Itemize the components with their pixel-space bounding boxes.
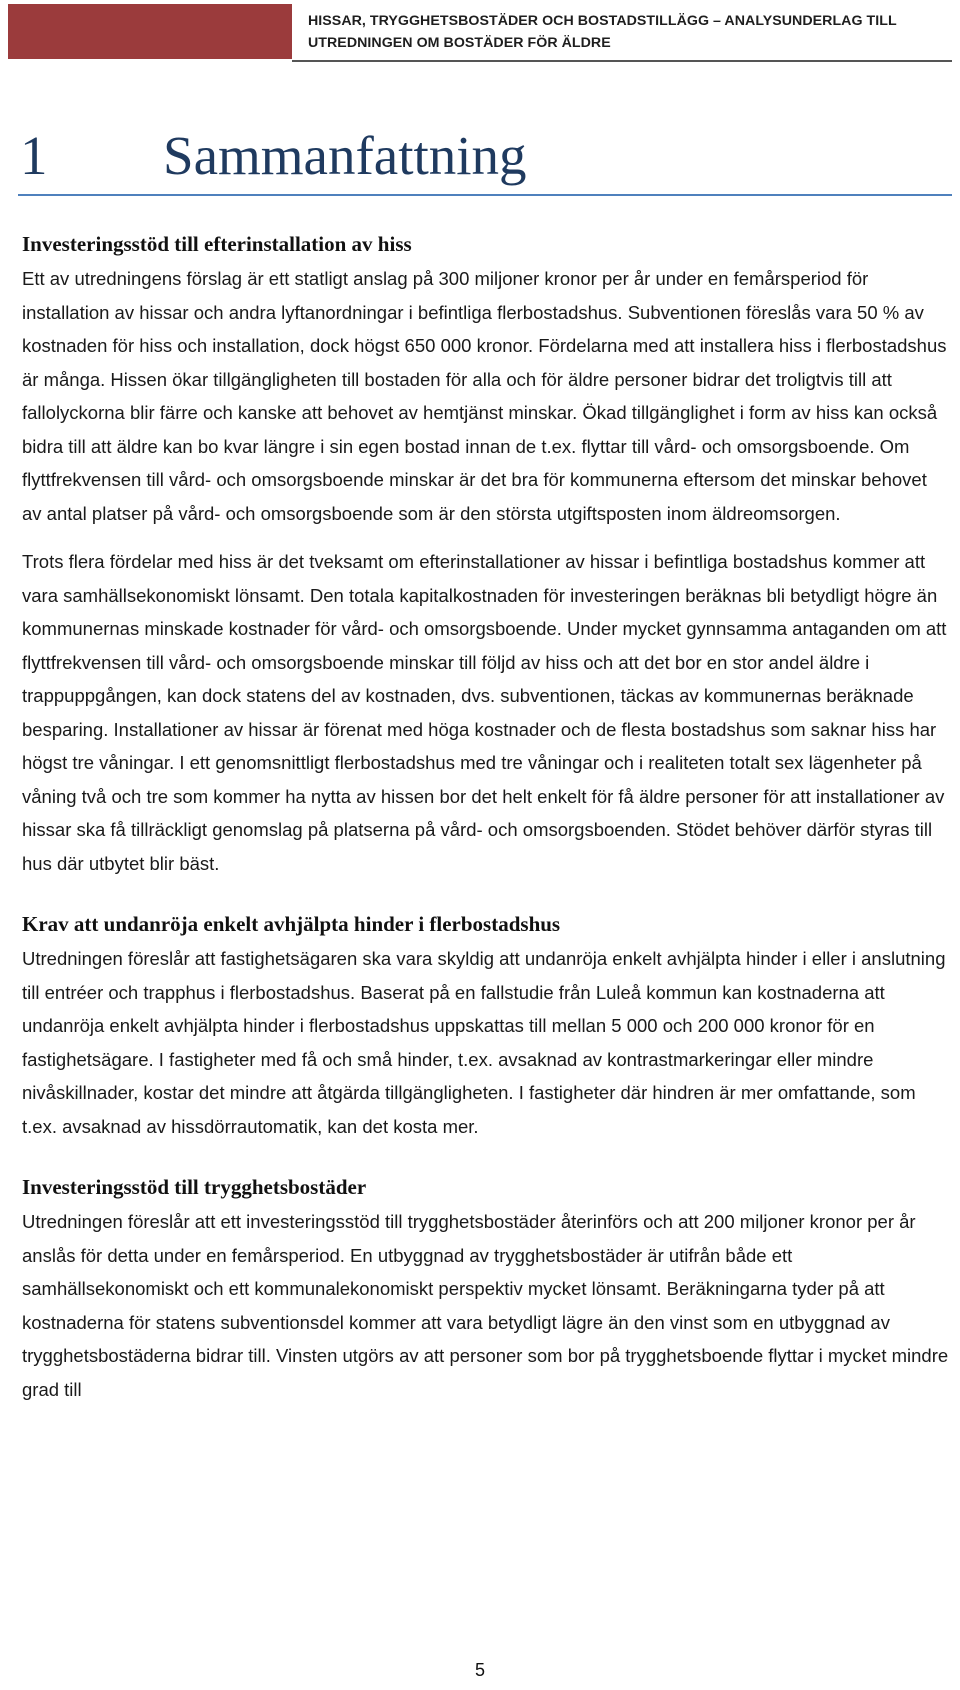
chapter-rule [18, 194, 952, 196]
section-hiss [22, 226, 950, 880]
body-paragraph: Trots flera fördelar med hiss är det tveksamt om efterinstallationer av hissar i befintliga bostadshus kommer att vara samhällsekonomiskt lönsamt. Den totala kapitalkostnaden för investeringen beräknas bli betydligt högre än kommunernas minskade kostnader för vård- och omsorgsboende. Under mycket gynnsamma antaganden om att flyttfrekvensen till vård- och omsorgsboende minskar till följd av hiss och att det bor en stor andel äldre i trappuppgången, kan dock statens del av kostnaden, dvs. subventionen, täckas av kommunernas beräknade besparing. Installationer av hissar är förenat med höga kostnader och de flesta bostadshus som saknar hiss har högst tre våningar. I ett genomsnittligt flerbostadshus med tre våningar och i realiteten totalt sex lägenheter på våning två och tre som kommer ha nytta av hissen bor det helt enkelt för få äldre personer för att installationer av hissar ska få tillräckligt genomslag på platserna på vård- och omsorgsboenden. Stödet behöver därför styras till hus där utbytet blir bäst. [22, 551, 947, 874]
section-trygghetsbostader [22, 1169, 950, 1406]
page-header [0, 0, 960, 62]
section-hinder [22, 906, 950, 1143]
page-number: 5 [474, 1660, 485, 1680]
header-rule [292, 60, 952, 62]
section-spacer [22, 880, 950, 906]
chapter-number: 1 [20, 125, 48, 186]
paragraph-spacer [22, 530, 950, 545]
chapter-title: Sammanfattning [163, 125, 527, 186]
section-heading: Investeringsstöd till efterinstallation av hiss [22, 232, 412, 256]
header-color-bar [8, 4, 292, 59]
section-heading: Investeringsstöd till trygghetsbostäder [22, 1175, 367, 1199]
running-header-line-1: HISSAR, TRYGGHETSBOSTÄDER OCH BOSTADSTILLÄGG – ANALYSUNDERLAG TILL [308, 13, 897, 29]
body-paragraph: Ett av utredningens förslag är ett statligt anslag på 300 miljoner kronor per år under en femårsperiod för installation av hissar och andra lyftanordningar i befintliga flerbostadshus. Subventionen föreslås vara 50 % av kostnaden för hiss och installation, dock högst 650 000 kronor. Fördelarna med att installera hiss i flerbostadshus är många. Hissen ökar tillgängligheten till bostaden för alla och för äldre personer bidrar det troligtvis till att fallolyckorna blir färre och kanske att behovet av hemtjänst minskar. Ökad tillgänglighet i form av hiss kan också bidra till att äldre kan bo kvar längre i sin egen bostad innan de t.ex. flyttar till vård- och omsorgsboende. Om flyttfrekvensen till vård- och omsorgsboende minskar är det bra för kommunerna eftersom det minskar behovet av antal platser på vård- och omsorgsboende som är den största utgiftsposten inom äldreomsorgen. [22, 268, 947, 524]
body-paragraph: Utredningen föreslår att fastighetsägaren ska vara skyldig att undanröja enkelt avhjälpta hinder i eller i anslutning till entréer och trapphus i flerbostadshus. Baserat på en fallstudie från Luleå kommun kan kostnaderna att undanröja enkelt avhjälpta hinder i flerbostadshus uppskattas till mellan 5 000 och 200 000 kronor för en fastighetsägare. I fastigheter med få och små hinder, t.ex. avsaknad av kontrastmarkeringar eller mindre nivåskillnader, kostar det mindre att åtgärda tillgängligheten. I fastigheter där hindren är mer omfattande, som t.ex. avsaknad av hissdörrautomatik, kan det kosta mer. [22, 948, 946, 1137]
running-header [308, 10, 948, 54]
body-paragraph: Utredningen föreslår att ett investeringsstöd till trygghetsbostäder återinförs och att 200 miljoner kronor per år anslås för detta under en femårsperiod. En utbyggnad av trygghetsbostäder är utifrån både ett samhällsekonomiskt och ett kommunalekonomiskt perspektiv mycket lönsamt. Beräkningarna tyder på att kostnaderna för statens subventionsdel kommer att vara betydligt lägre än den vinst som en utbyggnad av trygghetsbostäderna bidrar till. Vinsten utgörs av att personer som bor på trygghetsboende flyttar i mycket mindre grad till [22, 1211, 949, 1400]
body-content [22, 226, 950, 1406]
running-header-line-2: UTREDNINGEN OM BOSTÄDER FÖR ÄLDRE [308, 35, 611, 51]
section-spacer [22, 1143, 950, 1169]
chapter-heading [20, 118, 950, 194]
section-heading: Krav att undanröja enkelt avhjälpta hinder i flerbostadshus [22, 912, 561, 936]
